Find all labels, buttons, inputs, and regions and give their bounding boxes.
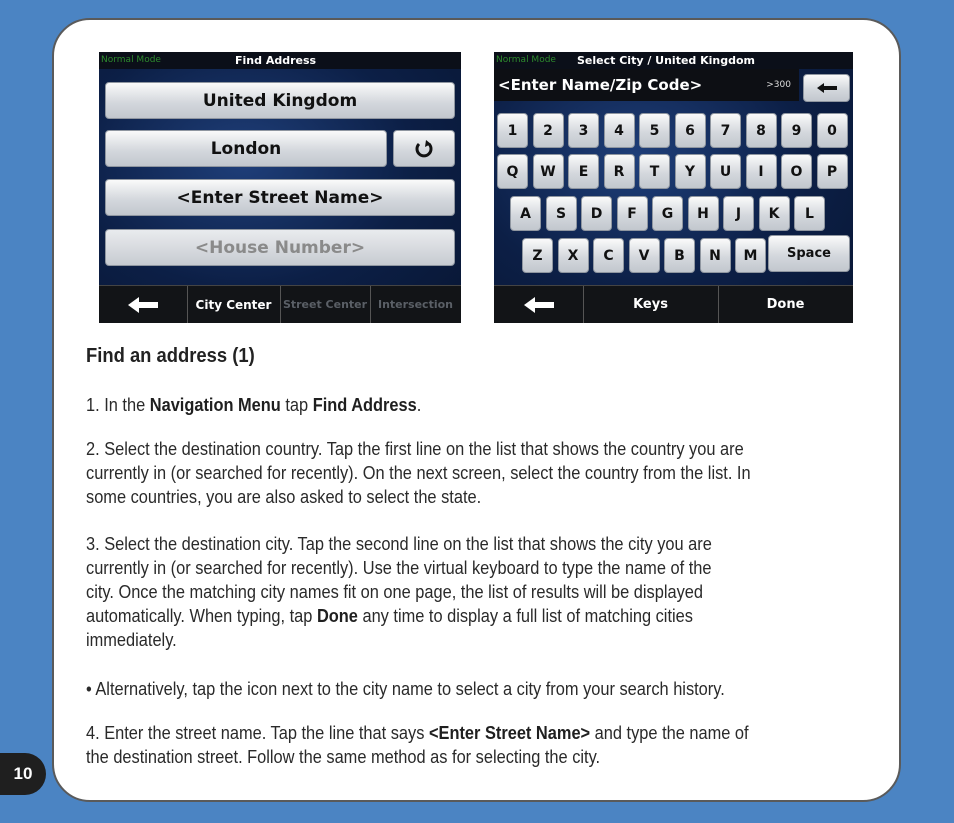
- step2-line: currently in (or searched for recently). On the next screen, select the country from the list. In: [86, 463, 751, 483]
- step3-line: 3. Select the destination city. Tap the second line on the list that shows the city you are: [86, 534, 712, 554]
- key-5[interactable]: 5: [639, 113, 670, 148]
- step3-line: currently in (or searched for recently). Use the virtual keyboard to type the name of the: [86, 558, 712, 578]
- step2-line: some countries, you are also asked to select the state.: [86, 487, 482, 507]
- input-placeholder: <Enter Name/Zip Code>: [498, 76, 703, 94]
- step1-text: tap: [280, 395, 313, 415]
- key-1[interactable]: 1: [497, 113, 528, 148]
- bottom-bar: [494, 285, 853, 323]
- key-3[interactable]: 3: [568, 113, 599, 148]
- key-0[interactable]: 0: [817, 113, 848, 148]
- screen-title: Select City / United Kingdom: [577, 54, 756, 67]
- key-8[interactable]: 8: [746, 113, 777, 148]
- key-j[interactable]: J: [723, 196, 754, 231]
- result-count: >300: [766, 80, 791, 90]
- step3-line: [86, 604, 787, 628]
- key-p[interactable]: P: [817, 154, 848, 189]
- step1-text: .: [416, 395, 422, 415]
- step4-text: and type the name of: [590, 723, 749, 743]
- step3-text: automatically. When typing, tap: [86, 606, 317, 626]
- select-city-screen: [494, 52, 853, 323]
- screen-title-bar: [99, 52, 461, 69]
- find-address-term: Find Address: [312, 395, 417, 415]
- street-name-button[interactable]: <Enter Street Name>: [105, 179, 455, 216]
- key-u[interactable]: U: [710, 154, 741, 189]
- city-button[interactable]: London: [105, 130, 387, 167]
- key-r[interactable]: R: [604, 154, 635, 189]
- key-6[interactable]: 6: [675, 113, 706, 148]
- key-i[interactable]: I: [746, 154, 777, 189]
- key-z[interactable]: Z: [522, 238, 553, 273]
- key-d[interactable]: D: [581, 196, 612, 231]
- key-g[interactable]: G: [652, 196, 683, 231]
- step-4: [86, 721, 787, 769]
- mode-label: Normal Mode: [101, 55, 161, 65]
- backspace-button[interactable]: [803, 74, 850, 102]
- key-w[interactable]: W: [533, 154, 564, 189]
- key-s[interactable]: S: [546, 196, 577, 231]
- history-button[interactable]: [393, 130, 455, 167]
- step4-line: [86, 721, 787, 745]
- key-7[interactable]: 7: [710, 113, 741, 148]
- screen-title-bar: [494, 52, 853, 69]
- key-h[interactable]: H: [688, 196, 719, 231]
- step2-line: 2. Select the destination country. Tap the first line on the list that shows the country you are: [86, 439, 744, 459]
- city-center-button[interactable]: City Center: [187, 286, 281, 323]
- history-icon: [413, 139, 435, 159]
- step-2: [86, 437, 787, 509]
- section-heading: Find an address (1): [86, 345, 255, 367]
- key-q[interactable]: Q: [497, 154, 528, 189]
- bottom-bar: [99, 285, 461, 323]
- intersection-button: Intersection: [377, 298, 453, 311]
- house-number-button: <House Number>: [105, 229, 455, 266]
- bullet-note: • Alternatively, tap the icon next to the city name to select a city from your search history.: [86, 679, 725, 699]
- back-button[interactable]: [99, 286, 188, 323]
- key-x[interactable]: X: [558, 238, 589, 273]
- country-button[interactable]: United Kingdom: [105, 82, 455, 119]
- key-c[interactable]: C: [593, 238, 624, 273]
- arrow-left-icon: [126, 296, 160, 314]
- arrow-left-icon: [522, 296, 556, 314]
- navigation-menu-term: Navigation Menu: [149, 395, 281, 415]
- keys-button[interactable]: Keys: [583, 286, 719, 323]
- step1-text: 1. In the: [86, 395, 150, 415]
- back-button[interactable]: [494, 286, 584, 323]
- city-search-input[interactable]: [494, 69, 799, 101]
- space-key[interactable]: Space: [768, 235, 850, 272]
- page-number: 10: [0, 753, 46, 795]
- done-term: Done: [316, 606, 358, 626]
- key-b[interactable]: B: [664, 238, 695, 273]
- step4-text: 4. Enter the street name. Tap the line that says: [86, 723, 429, 743]
- key-m[interactable]: M: [735, 238, 766, 273]
- key-f[interactable]: F: [617, 196, 648, 231]
- key-t[interactable]: T: [639, 154, 670, 189]
- mode-label: Normal Mode: [496, 55, 556, 65]
- key-e[interactable]: E: [568, 154, 599, 189]
- step3-text: any time to display a full list of matching cities: [357, 606, 693, 626]
- step3-line: city. Once the matching city names fit on one page, the list of results will be displayed: [86, 582, 703, 602]
- backspace-arrow-icon: [816, 82, 838, 94]
- key-y[interactable]: Y: [675, 154, 706, 189]
- step4-line: the destination street. Follow the same method as for selecting the city.: [86, 747, 601, 767]
- step-3: [86, 532, 787, 652]
- street-center-button: Street Center: [280, 286, 371, 323]
- key-a[interactable]: A: [510, 196, 541, 231]
- enter-street-name-term: <Enter Street Name>: [428, 723, 591, 743]
- find-address-screen: [99, 52, 461, 323]
- key-n[interactable]: N: [700, 238, 731, 273]
- key-o[interactable]: O: [781, 154, 812, 189]
- key-l[interactable]: L: [794, 196, 825, 231]
- step3-line: immediately.: [86, 630, 177, 650]
- done-button[interactable]: Done: [766, 297, 805, 312]
- key-2[interactable]: 2: [533, 113, 564, 148]
- step-1: [86, 393, 787, 417]
- key-9[interactable]: 9: [781, 113, 812, 148]
- key-v[interactable]: V: [629, 238, 660, 273]
- key-k[interactable]: K: [759, 196, 790, 231]
- screen-title: Find Address: [235, 54, 317, 67]
- key-4[interactable]: 4: [604, 113, 635, 148]
